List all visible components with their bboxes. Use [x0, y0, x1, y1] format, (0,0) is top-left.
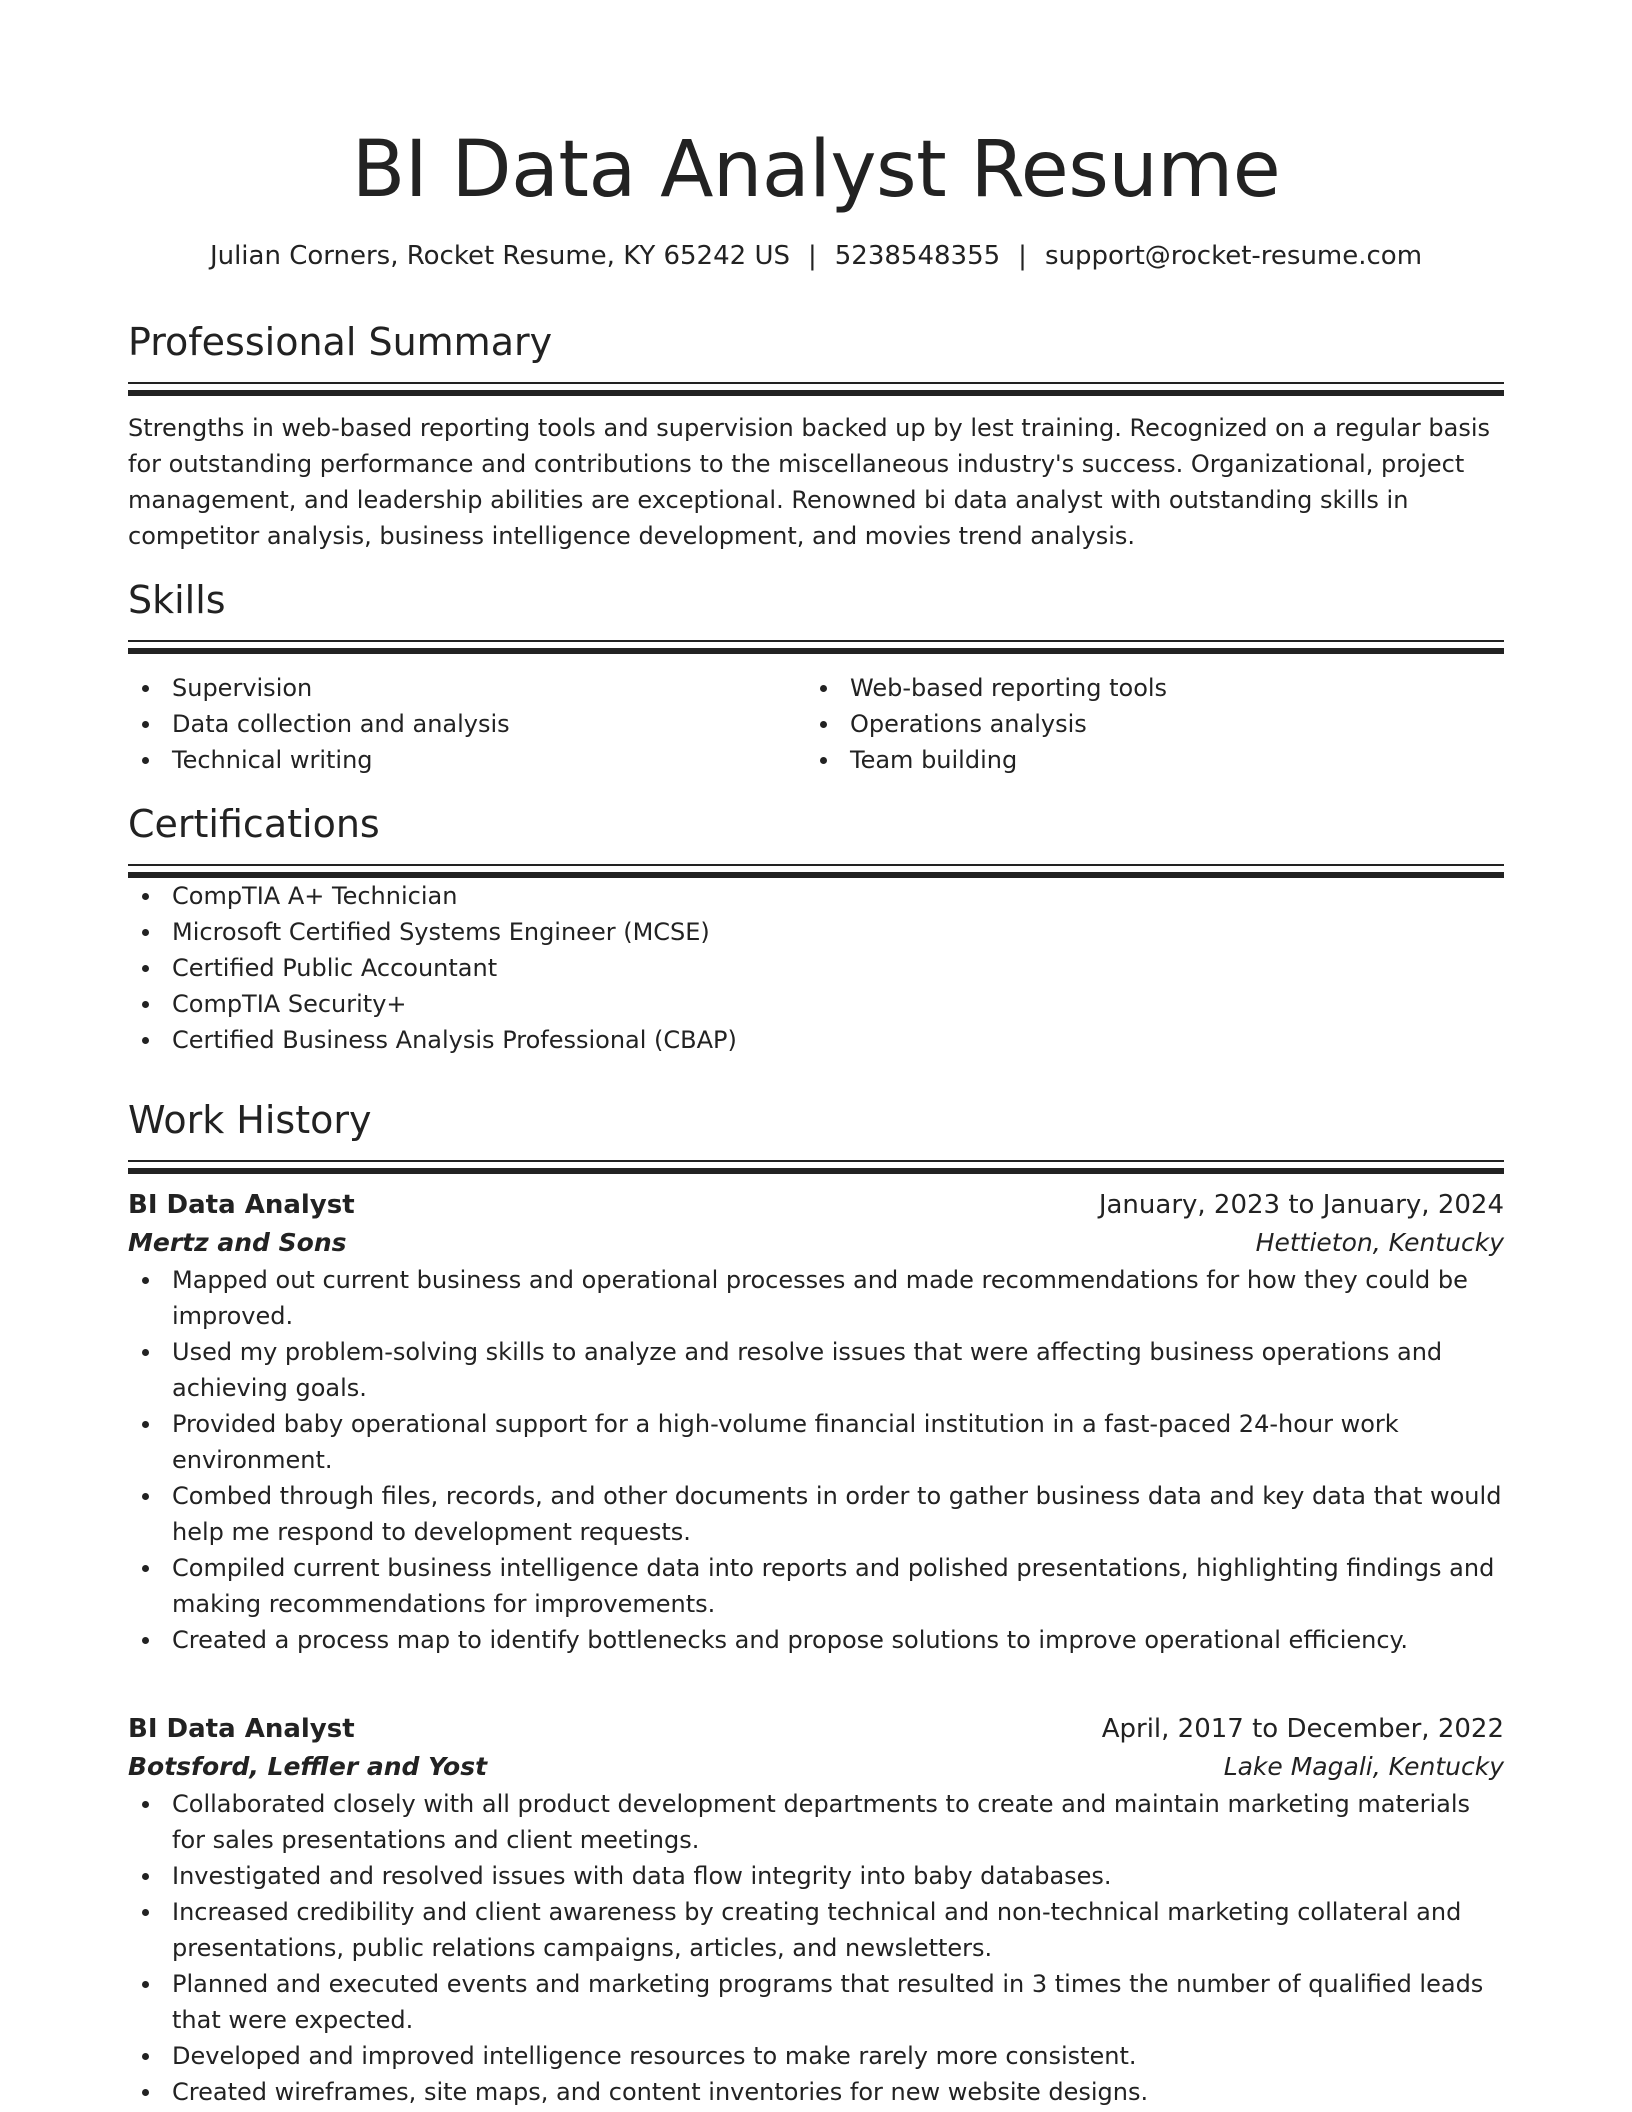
section-divider [128, 864, 1504, 866]
summary-text: Strengths in web-based reporting tools and supervision backed up by lest training. Recognized on a regular basis for outstanding performance and contributions to the miscellaneous industry's success. Organizational, project management, and leadership abilities are exceptional. Renowned bi data analyst with outstanding skills in competitor analysis, business intelligence development, and movies trend analysis. [128, 414, 1491, 550]
job-company: Botsford, Leffler and Yost [128, 1752, 488, 1781]
section-divider [128, 382, 1504, 384]
job-duty: Developed and improved intelligence resources to make rarely more consistent. [128, 2038, 1504, 2074]
job-subheader [128, 1748, 1504, 1786]
section-divider-thick [128, 1168, 1504, 1174]
certifications-section [128, 800, 1504, 1058]
contact-separator: | [807, 241, 817, 271]
section-divider-thick [128, 390, 1504, 396]
summary-section [128, 318, 1504, 554]
job-location: Lake Magali, Kentucky [1223, 1752, 1504, 1781]
job-duty: Used my problem-solving skills to analyze and resolve issues that were affecting business operations and achieving goals. [128, 1334, 1504, 1406]
job-duty: Compiled current business intelligence data into reports and polished presentations, highlighting findings and making recommendations for improvements. [128, 1550, 1504, 1622]
job-subheader [128, 1224, 1504, 1262]
job-company: Mertz and Sons [128, 1228, 347, 1257]
skill-item: Team building [806, 742, 1484, 778]
skill-item: Supervision [128, 670, 806, 706]
skill-item: Operations analysis [806, 706, 1484, 742]
job-duty: Planned and executed events and marketing programs that resulted in 3 times the number of qualified leads that were expected. [128, 1966, 1504, 2038]
section-divider [128, 640, 1504, 642]
job-location: Hettieton, Kentucky [1255, 1228, 1504, 1257]
work-history-section [128, 1096, 1504, 1174]
job-dates: April, 2017 to December, 2022 [1101, 1714, 1504, 1744]
job-entry [128, 1186, 1504, 1658]
job-title: BI Data Analyst [128, 1714, 355, 1744]
section-heading: Work History [128, 1098, 372, 1142]
section-divider-thick [128, 648, 1504, 654]
contact-email[interactable]: support@rocket-resume.com [1044, 241, 1423, 271]
certifications-list [128, 878, 1504, 1058]
contact-phone: 5238548355 [834, 241, 1001, 271]
job-duty: Created a process map to identify bottlenecks and propose solutions to improve operational efficiency. [128, 1622, 1504, 1658]
certification-item: Certified Business Analysis Professional (CBAP) [128, 1022, 1504, 1058]
job-duty: Collaborated closely with all product development departments to create and maintain marketing materials for sales presentations and client meetings. [128, 1786, 1504, 1858]
section-heading: Professional Summary [128, 320, 553, 364]
certification-item: Microsoft Certified Systems Engineer (MCSE) [128, 914, 1504, 950]
certification-item: CompTIA A+ Technician [128, 878, 1504, 914]
resume-title: BI Data Analyst Resume [351, 125, 1281, 215]
certification-item: Certified Public Accountant [128, 950, 1504, 986]
skills-list-left [128, 670, 806, 778]
job-entry [128, 1710, 1504, 2110]
job-duty: Mapped out current business and operational processes and made recommendations for how they could be improved. [128, 1262, 1504, 1334]
section-heading: Skills [128, 578, 226, 622]
skills-grid [128, 670, 1504, 778]
skill-item: Technical writing [128, 742, 806, 778]
job-title: BI Data Analyst [128, 1190, 355, 1220]
skill-item: Data collection and analysis [128, 706, 806, 742]
contact-line [128, 238, 1504, 274]
skills-list-right [806, 670, 1484, 778]
job-header [128, 1186, 1504, 1224]
job-duty: Investigated and resolved issues with data flow integrity into baby databases. [128, 1858, 1504, 1894]
job-duties-list [128, 1786, 1504, 2110]
job-duty: Provided baby operational support for a high-volume financial institution in a fast-paced 24-hour work environment. [128, 1406, 1504, 1478]
job-header [128, 1710, 1504, 1748]
section-divider [128, 1160, 1504, 1162]
job-duties-list [128, 1262, 1504, 1658]
job-duty: Increased credibility and client awareness by creating technical and non-technical marketing collateral and presentations, public relations campaigns, articles, and newsletters. [128, 1894, 1504, 1966]
job-duty: Created wireframes, site maps, and content inventories for new website designs. [128, 2074, 1504, 2110]
skills-section [128, 576, 1504, 778]
job-dates: January, 2023 to January, 2024 [1098, 1190, 1504, 1220]
contact-address: Julian Corners, Rocket Resume, KY 65242 US [209, 241, 790, 271]
job-duty: Combed through files, records, and other documents in order to gather business data and key data that would help me respond to development requests. [128, 1478, 1504, 1550]
contact-separator: | [1018, 241, 1027, 271]
skill-item: Web-based reporting tools [806, 670, 1484, 706]
certification-item: CompTIA Security+ [128, 986, 1504, 1022]
section-heading: Certifications [128, 802, 380, 846]
